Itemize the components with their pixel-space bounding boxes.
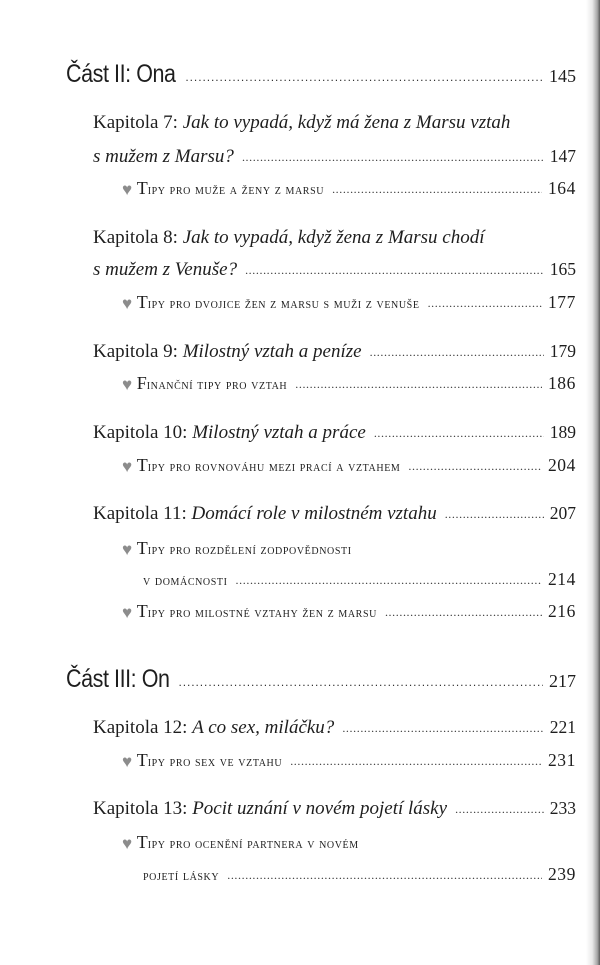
chapter-title: A co sex, miláčku? (192, 717, 335, 738)
part-heading (66, 60, 576, 89)
page-number: 179 (549, 341, 576, 361)
page-number: 231 (547, 750, 576, 770)
leader-dots (290, 754, 542, 769)
page-number: 145 (549, 66, 576, 86)
tip-entry-cont (143, 569, 576, 590)
chapter-entry (93, 717, 576, 739)
leader-dots (428, 296, 542, 311)
heart-icon: ♥ (122, 752, 133, 771)
leader-dots (408, 459, 542, 474)
page-number: 177 (547, 292, 576, 312)
leader-dots (185, 70, 543, 84)
tip-entry (122, 178, 576, 199)
leader-dots (227, 868, 542, 883)
heart-icon: ♥ (122, 603, 133, 622)
chapter-label: Kapitola 7: (93, 112, 178, 133)
tip-entry (122, 538, 576, 559)
chapter-entry-cont (93, 259, 576, 281)
tip-title: ipy pro ocenění partnera v novém (147, 836, 359, 851)
leader-dots (374, 426, 544, 441)
heart-icon: ♥ (122, 180, 133, 199)
page-number: 221 (549, 717, 576, 737)
page-number: 165 (549, 259, 576, 279)
tip-title: ipy pro sex ve vztahu (147, 754, 283, 769)
tip-initial: T (136, 601, 148, 621)
part-title: Část II: Ona (66, 60, 176, 88)
chapter-title: Domácí role v milostném vztahu (191, 503, 437, 524)
chapter-title: s mužem z Venuše? (93, 259, 238, 280)
leader-dots (245, 263, 544, 278)
chapter-label: Kapitola 13: (93, 798, 188, 819)
heart-icon: ♥ (122, 834, 133, 853)
tip-initial: T (136, 832, 148, 852)
heart-icon: ♥ (122, 540, 133, 559)
tip-initial: T (136, 178, 148, 198)
page-number: 216 (547, 601, 576, 621)
tip-initial: T (136, 750, 148, 770)
page-number: 214 (547, 569, 576, 589)
chapter-label: Kapitola 12: (93, 717, 188, 738)
page-number: 233 (549, 798, 576, 818)
leader-dots (295, 377, 542, 392)
tip-entry (122, 832, 576, 853)
page-number: 147 (549, 146, 576, 166)
page-number: 239 (547, 864, 576, 884)
heart-icon: ♥ (122, 457, 133, 476)
tip-entry (122, 750, 576, 771)
page-number: 204 (547, 455, 576, 475)
chapter-entry (93, 341, 576, 363)
chapter-entry (93, 112, 553, 134)
leader-dots (178, 675, 543, 689)
tip-initial: F (136, 373, 147, 393)
chapter-label: Kapitola 9: (93, 341, 178, 362)
leader-dots (370, 345, 544, 360)
leader-dots (236, 573, 542, 588)
tip-entry (122, 601, 576, 622)
tip-title: ipy pro muže a ženy z marsu (147, 182, 325, 197)
chapter-entry-cont (93, 146, 576, 168)
chapter-label: Kapitola 10: (93, 422, 188, 443)
leader-dots (332, 182, 542, 197)
chapter-label: Kapitola 8: (93, 227, 178, 248)
page-edge-shadow (586, 0, 600, 965)
tip-title: inanční tipy pro vztah (146, 377, 288, 392)
leader-dots (385, 605, 542, 620)
chapter-label: Kapitola 11: (93, 503, 187, 524)
chapter-entry (93, 227, 553, 249)
leader-dots (455, 802, 544, 817)
tip-initial: T (136, 292, 148, 312)
chapter-entry (93, 503, 576, 525)
heart-icon: ♥ (122, 294, 133, 313)
part-title: Část III: On (66, 665, 170, 693)
chapter-title: Pocit uznání v novém pojetí lásky (192, 798, 448, 819)
tip-title: ipy pro rozdělení zodpovědnosti (147, 542, 352, 557)
tip-entry (122, 292, 576, 313)
heart-icon: ♥ (122, 375, 133, 394)
leader-dots (445, 507, 544, 522)
chapter-title: Jak to vypadá, když má žena z Marsu vztah (182, 112, 511, 133)
tip-title: v domácnosti (143, 573, 228, 588)
page-number: 207 (549, 503, 576, 523)
chapter-title: Jak to vypadá, když žena z Marsu chodí (182, 227, 485, 248)
chapter-title: Milostný vztah a práce (192, 422, 366, 443)
part-heading (66, 665, 576, 694)
chapter-entry (93, 422, 576, 444)
tip-title: ipy pro milostné vztahy žen z marsu (147, 605, 377, 620)
page-number: 217 (549, 671, 576, 691)
page-number: 189 (549, 422, 576, 442)
chapter-title: s mužem z Marsu? (93, 146, 234, 167)
tip-entry (122, 455, 576, 476)
tip-title: ipy pro dvojice žen z marsu s muži z venuše (147, 296, 420, 311)
tip-entry-cont (143, 864, 576, 885)
tip-initial: T (136, 538, 148, 558)
chapter-entry (93, 798, 576, 820)
tip-title: pojetí lásky (143, 868, 220, 883)
tip-title: ipy pro rovnováhu mezi prací a vztahem (147, 459, 401, 474)
tip-initial: T (136, 455, 148, 475)
tip-entry (122, 373, 576, 394)
page-number: 164 (547, 178, 576, 198)
leader-dots (242, 150, 544, 165)
chapter-title: Milostný vztah a peníze (182, 341, 362, 362)
page-number: 186 (547, 373, 576, 393)
leader-dots (342, 721, 543, 736)
